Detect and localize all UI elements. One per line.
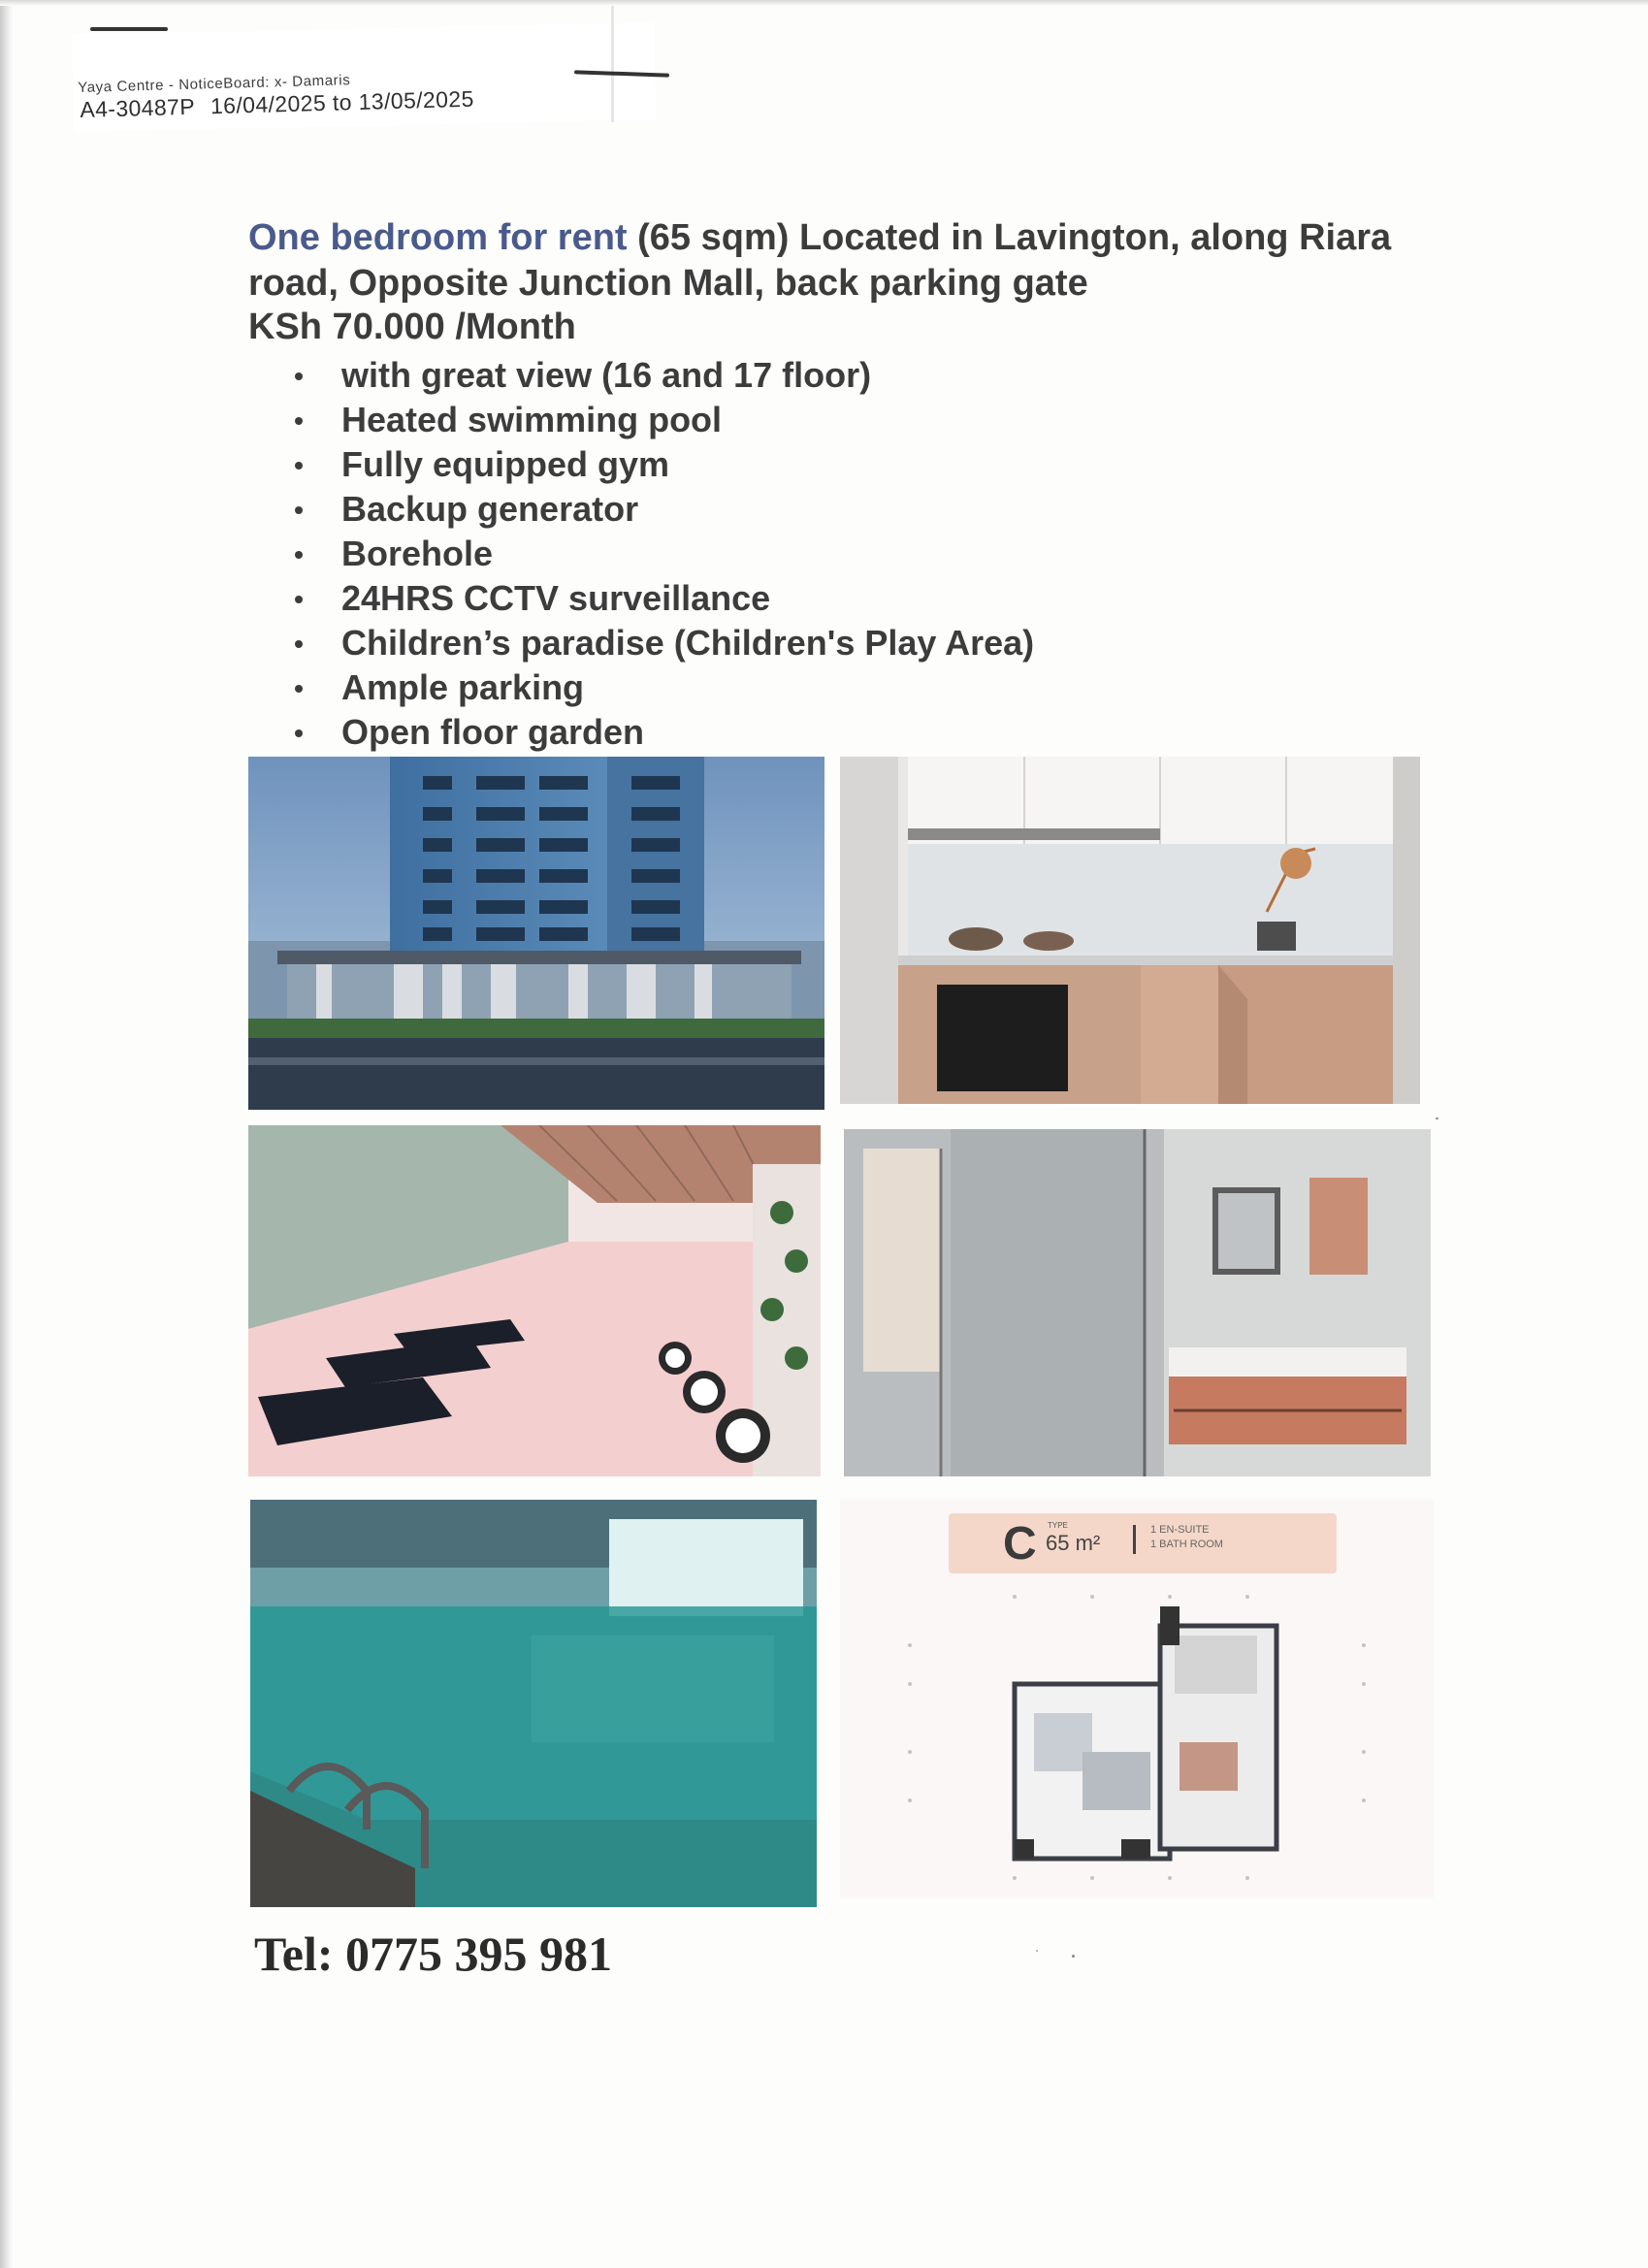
list-item: Fully equipped gym xyxy=(291,442,1034,487)
list-item: Ample parking xyxy=(291,665,1034,710)
bullet-icon xyxy=(295,596,303,603)
building-exterior-photo xyxy=(248,757,824,1110)
kitchen-photo xyxy=(840,757,1420,1104)
bullet-icon xyxy=(295,373,303,380)
scan-top-shadow xyxy=(0,0,1648,6)
listing-headline xyxy=(248,215,1412,307)
bathroom-photo xyxy=(844,1129,1431,1476)
headline-highlight: One bedroom for rent xyxy=(248,217,628,258)
floor-plan-suite-info: 1 EN-SUITE 1 BATH ROOM xyxy=(1150,1524,1223,1550)
list-item: Heated swimming pool xyxy=(291,398,1034,442)
list-item: 24HRS CCTV surveillance xyxy=(291,576,1034,621)
amenities-list xyxy=(291,353,1034,755)
bullet-icon xyxy=(295,685,303,693)
floor-plan-type-caption: TYPE xyxy=(1048,1521,1068,1530)
list-item: with great view (16 and 17 floor) xyxy=(291,353,1034,398)
scan-speck xyxy=(1036,1950,1038,1952)
bullet-icon xyxy=(295,462,303,470)
floor-plan-type-letter: C xyxy=(1003,1518,1037,1570)
headline-details: (65 sqm) Located in Lavington, along Riara road, Opposite Junction Mall, back parking gate xyxy=(248,217,1392,304)
list-item: Borehole xyxy=(291,532,1034,576)
stamp-reference: A4-30487P xyxy=(80,93,196,122)
stamp-pen-mark xyxy=(90,27,168,31)
swimming-pool-photo xyxy=(250,1500,817,1907)
gym-photo xyxy=(248,1125,821,1476)
floor-plan-area: 65 m² xyxy=(1046,1531,1101,1555)
list-item: Open floor garden xyxy=(291,710,1034,755)
contact-telephone: Tel: 0775 395 981 xyxy=(254,1927,612,1981)
bullet-icon xyxy=(295,640,303,648)
bullet-icon xyxy=(295,506,303,514)
stamp-date-range: 16/04/2025 to 13/05/2025 xyxy=(210,85,475,119)
stamp-header: Yaya Centre - NoticeBoard: x- Damaris xyxy=(78,72,351,96)
list-item: Children’s paradise (Children's Play Area) xyxy=(291,621,1034,665)
floor-plan-image xyxy=(840,1500,1434,1897)
price: KSh 70.000 /Month xyxy=(248,307,576,347)
scan-speck xyxy=(1436,1118,1438,1119)
scan-edge-shadow xyxy=(0,0,14,2268)
stamp-edge xyxy=(611,6,614,122)
scan-speck xyxy=(1072,1955,1075,1958)
bullet-icon xyxy=(295,729,303,737)
bullet-icon xyxy=(295,551,303,559)
list-item: Backup generator xyxy=(291,487,1034,532)
bullet-icon xyxy=(295,417,303,425)
